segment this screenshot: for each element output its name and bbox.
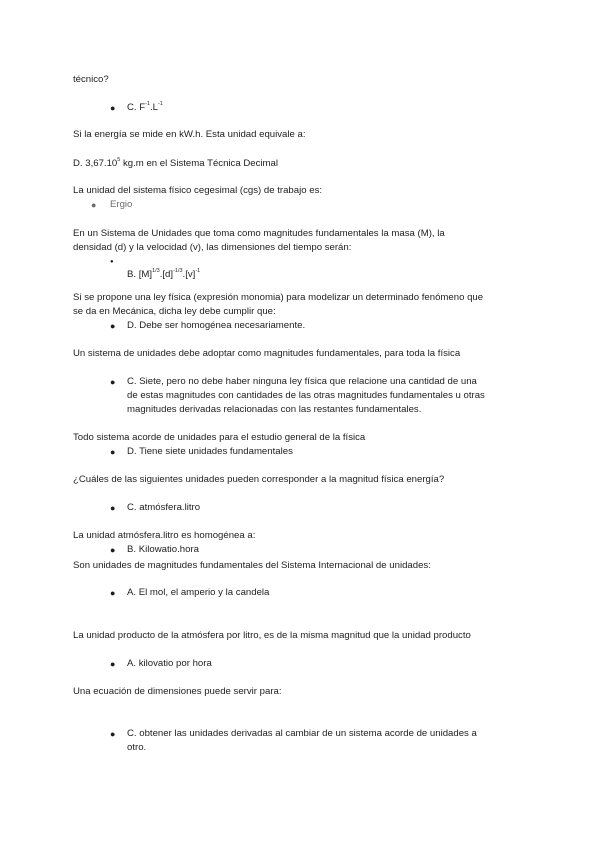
answer-text: A. kilovatio por hora bbox=[127, 658, 212, 669]
bullet-icon: ● bbox=[110, 729, 116, 739]
question-text: La unidad del sistema físico cegesimal (cgs) de trabajo es: bbox=[73, 185, 323, 196]
answer-text: C. $F^{-1}.L^{-1}$ bbox=[127, 101, 163, 113]
answer-text: C. Siete, pero no debe haber ninguna ley física que relacione una cantidad de una bbox=[127, 376, 477, 387]
answer-text: C. atmósfera.litro bbox=[127, 502, 201, 513]
answer-text: A. El mol, el amperio y la candela bbox=[127, 587, 270, 598]
bullet-icon: ● bbox=[110, 103, 116, 113]
question-text: Si se propone una ley física (expresión monomia) para modelizar un determinado fenómeno que bbox=[73, 292, 484, 303]
answer-text: B. Kilowatio.hora bbox=[127, 544, 199, 555]
answer-text: de estas magnitudes con cantidades de las otras magnitudes fundamentales u otras bbox=[127, 390, 485, 401]
answer-text: otro. bbox=[127, 742, 147, 753]
bullet-icon: ● bbox=[110, 588, 116, 598]
bullet-icon: ● bbox=[110, 259, 114, 265]
bullet-icon: ● bbox=[110, 377, 116, 387]
question-text: La unidad producto de la atmósfera por litro, es de la misma magnitud que la unidad producto bbox=[73, 630, 471, 641]
question-text: Son unidades de magnitudes fundamentales del Sistema Internacional de unidades: bbox=[73, 560, 431, 571]
bullet-icon: ● bbox=[110, 545, 116, 555]
bullet-icon: ● bbox=[110, 321, 116, 331]
question-text: En un Sistema de Unidades que toma como magnitudes fundamentales la masa (M), la bbox=[73, 228, 445, 239]
answer-text: D. Debe ser homogénea necesariamente. bbox=[127, 320, 306, 331]
answer-text: D. 3,67.10$^5$ kg.m en el Sistema Técnica Decimal bbox=[73, 157, 278, 169]
answer-text: Ergio bbox=[110, 199, 133, 210]
question-text: densidad (d) y la velocidad (v), las dimensiones del tiempo serán: bbox=[73, 242, 352, 253]
bullet-icon: ● bbox=[110, 447, 116, 457]
question-text: La unidad atmósfera.litro es homogénea a: bbox=[73, 530, 256, 541]
bullet-icon: ● bbox=[91, 200, 97, 210]
answer-text: B. $[M]^{1/3}.[d]^{-1/3}.[v]^{-1}$ bbox=[127, 268, 201, 280]
answer-text: C. obtener las unidades derivadas al cambiar de un sistema acorde de unidades a bbox=[127, 728, 477, 739]
answer-text: magnitudes derivadas relacionadas con las restantes fundamentales. bbox=[127, 404, 422, 415]
bullet-icon: ● bbox=[110, 659, 116, 669]
question-text: Todo sistema acorde de unidades para el estudio general de la física bbox=[73, 432, 366, 443]
bullet-icon: ● bbox=[110, 503, 116, 513]
question-text: Una ecuación de dimensiones puede servir para: bbox=[73, 686, 282, 697]
question-text: se da en Mecánica, dicha ley debe cumplir que: bbox=[73, 306, 276, 317]
question-text: técnico? bbox=[73, 74, 109, 85]
question-text: ¿Cuáles de las siguientes unidades pueden corresponder a la magnitud física energía? bbox=[73, 474, 445, 485]
question-text: Si la energía se mide en kW.h. Esta unidad equivale a: bbox=[73, 129, 306, 140]
answer-text: D. Tiene siete unidades fundamentales bbox=[127, 446, 293, 457]
question-text: Un sistema de unidades debe adoptar como magnitudes fundamentales, para toda la física bbox=[73, 348, 461, 359]
